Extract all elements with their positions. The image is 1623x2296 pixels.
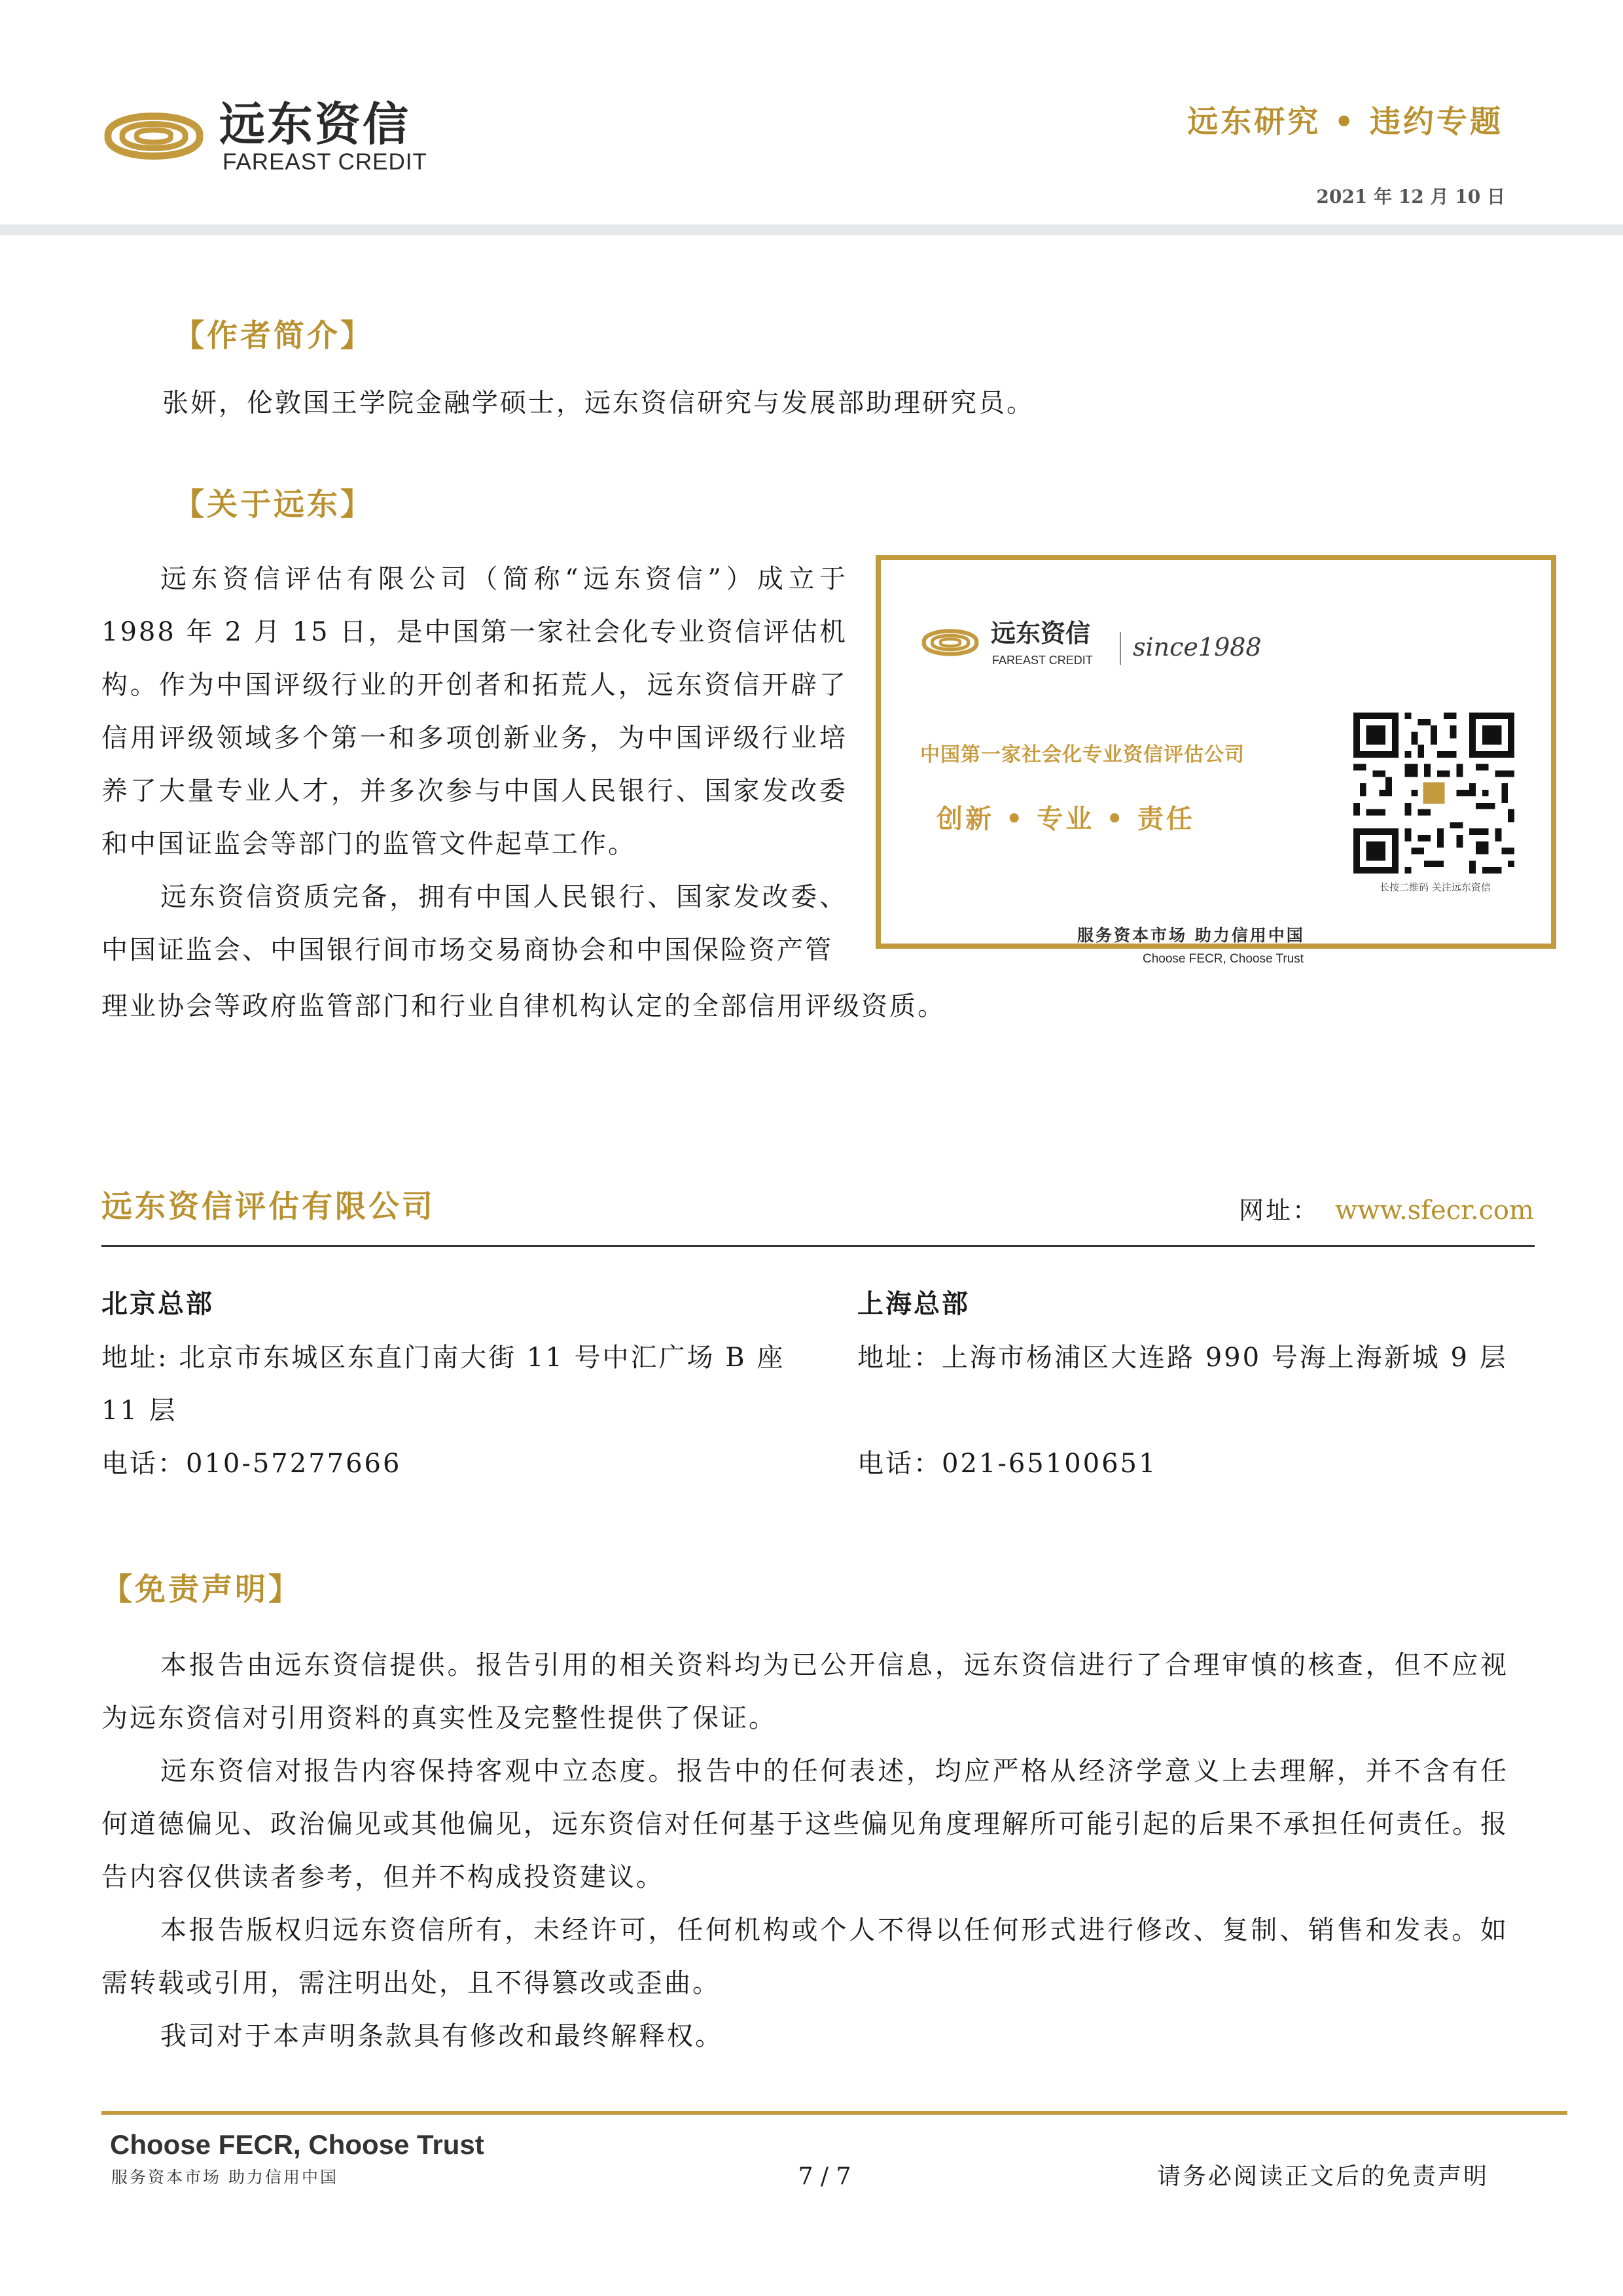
about-paragraph-tail: 理业协会等政府监管部门和行业自律机构认定的全部信用评级资质。 <box>101 991 946 1021</box>
about-paragraph: 远东资信资质完备，拥有中国人民银行、国家发改委、中国证监会、中国银行间市场交易商协会和中国保险资产管 <box>101 882 847 965</box>
disclaimer-paragraph: 本报告版权归远东资信所有，未经许可，任何机构或个人不得以任何形式进行修改、复制、销售和发表。如需转载或引用，需注明出处，且不得篡改或歪曲。 <box>101 1915 1508 1998</box>
beijing-office-phone: 电话：010-57277666 <box>101 1449 402 1479</box>
disclaimer-paragraph: 我司对于本声明条款具有修改和最终解释权。 <box>160 2021 723 2051</box>
company-name: 远东资信评估有限公司 <box>101 1189 435 1225</box>
card-logo-icon <box>920 619 980 666</box>
about-paragraph: 远东资信评估有限公司（简称“远东资信”）成立于 1988 年 2 月 15 日，是中国第一家社会化专业资信评估机构。作为中国评级行业的开创者和拓荒人，远东资信开辟了信用评级领域多个第一和多项创新业务，为中国评级行业培养了大量专业人才，并多次参与中国人民银行、国家发改委和中国证监会等部门的监管文件起草工作。 <box>101 564 847 859</box>
footer-slogan-en: Choose FECR, Choose Trust <box>110 2129 484 2160</box>
about-body <box>101 553 847 977</box>
fareast-credit-logo-icon <box>101 97 206 175</box>
card-since: since1988 <box>1133 633 1262 662</box>
report-series: 远东研究 • 违约专题 <box>1187 104 1503 140</box>
qr-caption: 长按二维码 关注远东资信 <box>1380 881 1491 893</box>
card-values: 创新 • 专业 • 责任 <box>936 804 1195 834</box>
card-slogan-cn: 服务资本市场 助力信用中国 <box>1077 926 1305 945</box>
brand-name-en: FAREAST CREDIT <box>223 149 427 175</box>
card-brand-en: FAREAST CREDIT <box>992 654 1093 667</box>
disclaimer-body <box>101 1639 1508 2063</box>
header-divider <box>0 224 1623 235</box>
brand-name-cn: 远东资信 <box>219 97 410 151</box>
disclaimer-section-title: 【免责声明】 <box>101 1572 302 1608</box>
footer-divider <box>101 2111 1567 2115</box>
disclaimer-paragraph: 本报告由远东资信提供。报告引用的相关资料均为已公开信息，远东资信进行了合理审慎的核查，但不应视为远东资信对引用资料的真实性及完整性提供了保证。 <box>101 1650 1508 1733</box>
author-bio: 张妍，伦敦国王学院金融学硕士，远东资信研究与发展部助理研究员。 <box>162 388 1035 418</box>
report-date: 2021 年 12 月 10 日 <box>1316 186 1505 207</box>
website-label: 网址： <box>1239 1196 1320 1225</box>
author-section-title: 【作者简介】 <box>173 318 374 354</box>
footer-slogan-cn: 服务资本市场 助力信用中国 <box>111 2168 338 2187</box>
company-divider <box>101 1245 1535 1247</box>
shanghai-office-title: 上海总部 <box>857 1288 970 1319</box>
card-tagline: 中国第一家社会化专业资信评估公司 <box>920 743 1245 766</box>
about-section-title: 【关于远东】 <box>173 487 374 523</box>
website-link[interactable]: www.sfecr.com <box>1335 1195 1534 1226</box>
shanghai-office-phone: 电话：021-65100651 <box>857 1449 1158 1479</box>
beijing-office-title: 北京总部 <box>101 1288 214 1319</box>
promo-card <box>876 555 1556 966</box>
footer-note: 请务必阅读正文后的免责声明 <box>1156 2163 1489 2190</box>
page-number: 7 / 7 <box>798 2163 851 2190</box>
disclaimer-paragraph: 远东资信对报告内容保持客观中立态度。报告中的任何表述，均应严格从经济学意义上去理解，并不含有任何道德偏见、政治偏见或其他偏见，远东资信对任何基于这些偏见角度理解所可能引起的后果不承担任何责任。报告内容仅供读者参考，但并不构成投资建议。 <box>101 1756 1508 1892</box>
card-divider <box>1120 632 1121 665</box>
card-slogan-en: Choose FECR, Choose Trust <box>1143 952 1304 966</box>
qr-code-icon <box>1353 713 1514 874</box>
beijing-office-address: 地址: 北京市东城区东直门南大街 11 号中汇广场 B 座 11 层 <box>101 1343 785 1426</box>
shanghai-office-address: 地址：上海市杨浦区大连路 990 号海上海新城 9 层 <box>857 1343 1508 1373</box>
card-brand-cn: 远东资信 <box>991 619 1091 648</box>
